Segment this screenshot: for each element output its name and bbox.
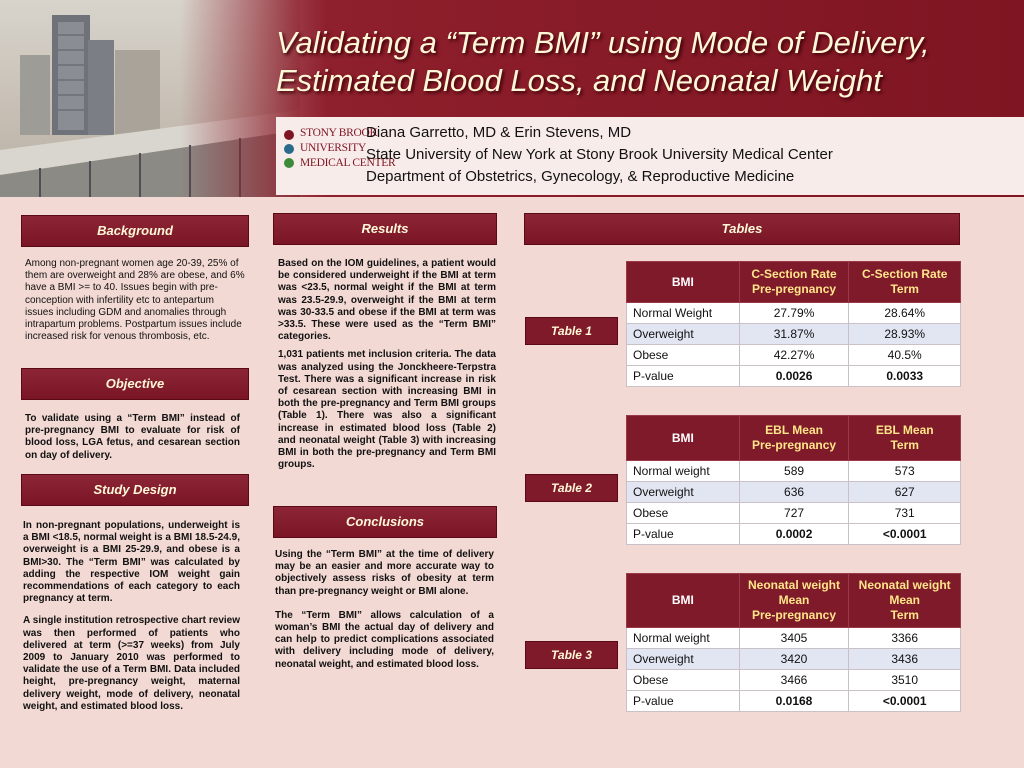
table-2-header-pre: EBL Mean Pre-pregnancy <box>739 416 849 461</box>
conclusions-heading: Conclusions <box>273 506 497 538</box>
table-row: P-value 0.0002 <0.0001 <box>627 524 961 545</box>
table-3-header-bmi: BMI <box>627 574 740 628</box>
results-heading: Results <box>273 213 497 245</box>
tables-heading: Tables <box>524 213 960 245</box>
table-2-tag: Table 2 <box>525 474 618 502</box>
table-row: Overweight 3420 3436 <box>627 649 961 670</box>
affiliation-department: Department of Obstetrics, Gynecology, & Reproductive Medicine <box>366 168 795 185</box>
table-row: Normal weight 3405 3366 <box>627 628 961 649</box>
study-design-heading: Study Design <box>21 474 249 506</box>
title-line-1: Validating a “Term BMI” using Mode of Delivery, <box>276 25 930 60</box>
table-1-header-term: C-Section Rate Term <box>849 262 961 303</box>
conclusions-text <box>275 549 494 671</box>
table-row: Normal weight 589 573 <box>627 461 961 482</box>
table-1-tag: Table 1 <box>525 317 618 345</box>
conclusions-paragraph-2: The “Term BMI” allows calculation of a woman’s BMI the actual day of delivery and can help to predict complications associated with delivery including mode of delivery, neonatal weight, and estimated blood loss. <box>275 609 494 670</box>
table-2-header-bmi: BMI <box>627 416 740 461</box>
table-row: P-value 0.0168 <0.0001 <box>627 691 961 712</box>
study-design-paragraph-1: In non-pregnant populations, underweight is a BMI <18.5, normal weight is a BMI 18.5-24.9, overweight is a BMI 25-29.9, and obese is a BMI>30. The “Term BMI” was calculated by adding the respective IOM weight gain recommendations of each category to each pregnancy at term. <box>23 520 240 605</box>
table-row: Obese 3466 3510 <box>627 670 961 691</box>
affiliation-institution: State University of New York at Stony Brook University Medical Center <box>366 146 833 163</box>
table-row: Obese 42.27% 40.5% <box>627 345 961 366</box>
table-1-header-pre: C-Section Rate Pre-pregnancy <box>739 262 849 303</box>
logo-line-3: MEDICAL CENTER <box>300 157 396 169</box>
table-row: P-value 0.0026 0.0033 <box>627 366 961 387</box>
authors: Diana Garretto, MD & Erin Stevens, MD <box>366 124 632 141</box>
results-text <box>278 258 496 471</box>
logo-line-2: UNIVERSITY <box>300 142 366 154</box>
table-row: Overweight 636 627 <box>627 482 961 503</box>
stony-brook-logo <box>282 127 396 177</box>
conclusions-paragraph-1: Using the “Term BMI” at the time of delivery may be an easier and more accurate way to objectively assess risks of obesity at term than pre-pregnancy weight or BMI alone. <box>275 549 494 597</box>
table-3-header-term: Neonatal weight Mean Term <box>849 574 961 628</box>
hospital-building-photo <box>0 0 300 197</box>
shield-icon <box>282 129 296 171</box>
table-row: Normal Weight 27.79% 28.64% <box>627 303 961 324</box>
table-row: Overweight 31.87% 28.93% <box>627 324 961 345</box>
table-3-neonatal-weight <box>626 573 961 712</box>
title-line-2: Estimated Blood Loss, and Neonatal Weight <box>276 63 883 98</box>
results-paragraph-1: Based on the IOM guidelines, a patient would be considered underweight if the BMI at term was <23.5, normal weight if the BMI at term was 23.5-29.9, overweight if the BMI at term was 30-33.5 and obese if the BMI at term was >33.5. These were used as the “Term BMI” categories. <box>278 258 496 343</box>
logo-line-1: STONY BROOK <box>300 127 378 139</box>
background-heading: Background <box>21 215 249 247</box>
poster-title <box>276 24 1016 100</box>
table-1-header-bmi: BMI <box>627 262 740 303</box>
study-design-text <box>23 520 240 713</box>
table-2-ebl-mean <box>626 415 961 545</box>
background-text: Among non-pregnant women age 20-39, 25% of them are overweight and 28% are obese, and 6% have a BMI >= to 40. Issues begin with pre-conception with infertility etc to antepartum issues including GDM and anomalies through intrapartum problems. Postpartum issues include increased risk for venous thrombosis, etc. <box>25 258 245 343</box>
results-paragraph-2: 1,031 patients met inclusion criteria. The data was analyzed using the Jonckheere-Terpstra Test. There was a significant increase in risk of cesarean section with increasing BMI in both the pre-pregnancy and Term BMI groups (Table 1). There was also a significant increase in estimated blood loss (Table 2) and neonatal weight (Table 3) with increasing BMI in both the pre-pregnancy and Term BMI groups. <box>278 349 496 471</box>
table-3-tag: Table 3 <box>525 641 618 669</box>
table-1-csection-rate <box>626 261 961 387</box>
poster-header <box>0 0 1024 197</box>
author-band <box>276 117 1024 195</box>
objective-text: To validate using a “Term BMI” instead of pre-pregnancy BMI to evaluate for risk of blood loss, LGA fetus, and cesarean section on day of delivery. <box>25 413 240 461</box>
table-2-header-term: EBL Mean Term <box>849 416 961 461</box>
table-row: Obese 727 731 <box>627 503 961 524</box>
table-3-header-pre: Neonatal weight Mean Pre-pregnancy <box>739 574 849 628</box>
study-design-paragraph-2: A single institution retrospective chart review was then performed of patients who delivered at term (>=37 weeks) from July 2009 to January 2010 was performed to validate the use of a Term BMI. Data included height, pre-pregnancy weight, maternal delivery weight, mode of delivery, neonatal weight, and estimated blood loss. <box>23 615 240 712</box>
objective-heading: Objective <box>21 368 249 400</box>
